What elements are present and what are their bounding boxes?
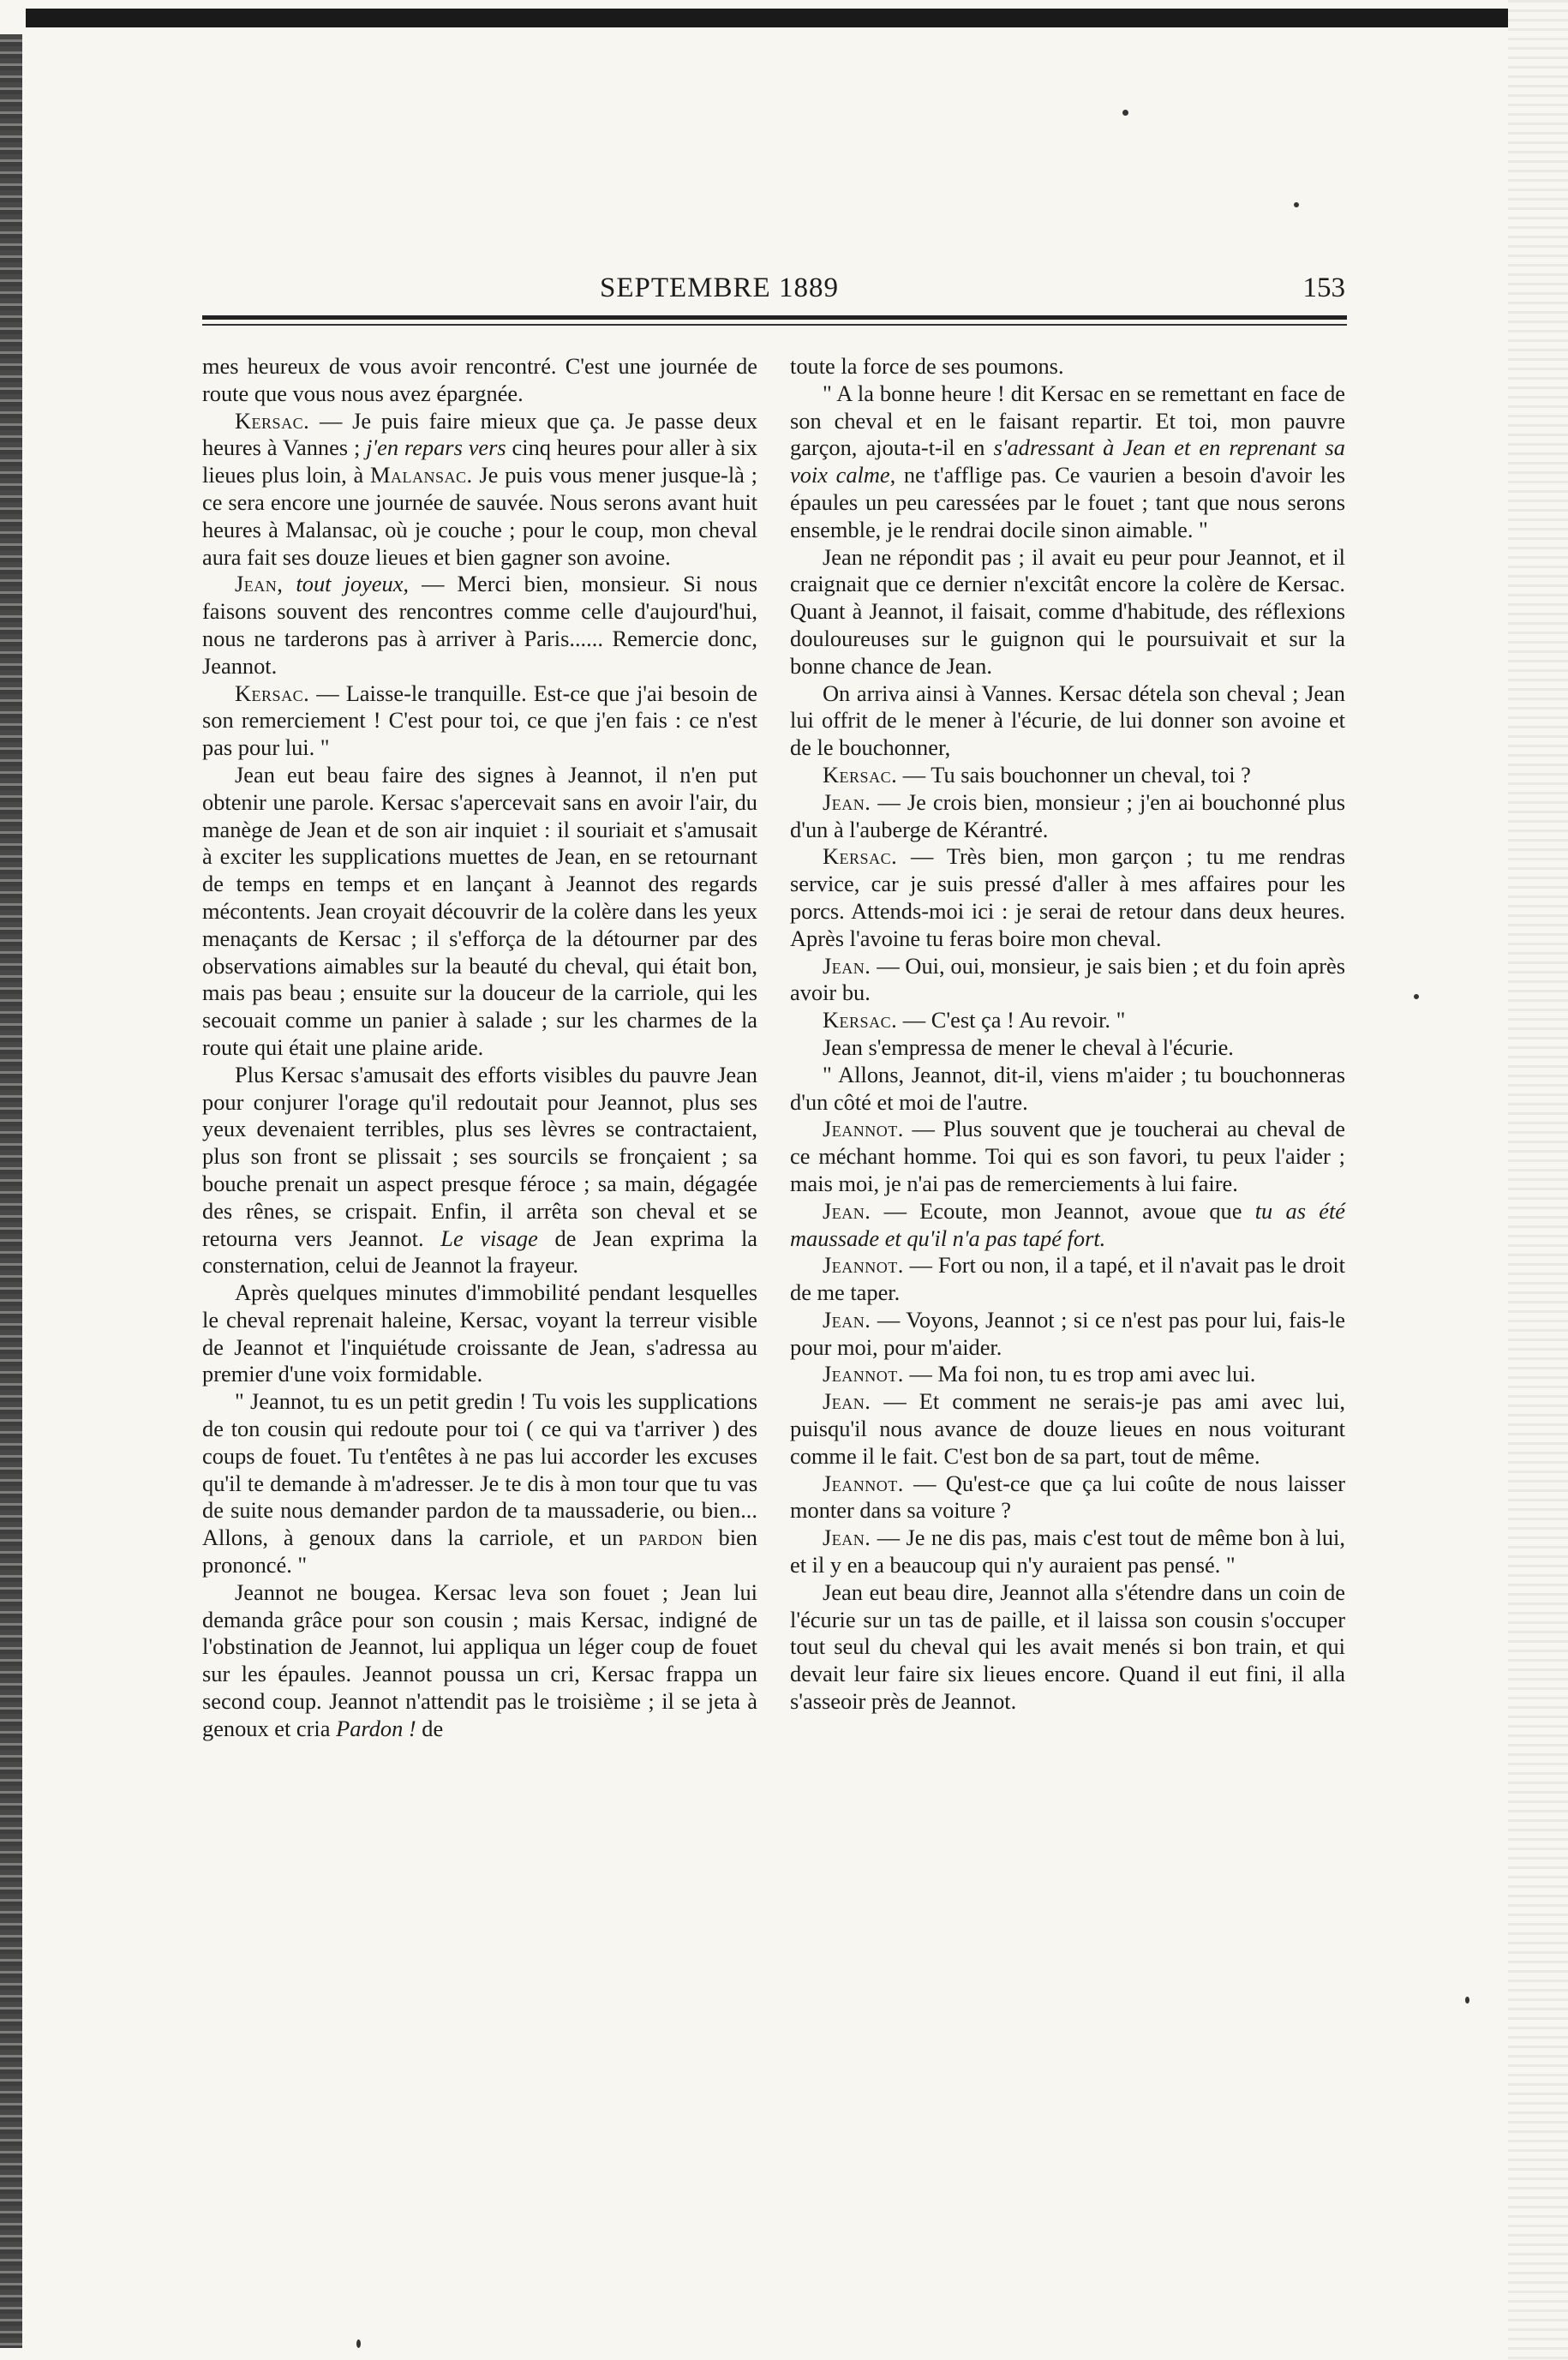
paragraph: " Allons, Jeannot, dit-il, viens m'aider ; tu bouchonneras d'un côté et moi de l'autre. xyxy=(790,1061,1345,1115)
paragraph: Jean ne répondit pas ; il avait eu peur pour Jeannot, et il craignait que ce dernier n'excitât encore la colère de Kersac. Quant à Jeannot, il faisait, comme d'habitude, des réflexions douloureuses sur le guignon qui le poursuivait et sur la bonne chance de Jean. xyxy=(790,543,1345,679)
print-speck xyxy=(1122,110,1128,116)
dialogue-jean: Jean. — Je crois bien, monsieur ; j'en ai bouchonné plus d'un à l'auberge de Kérantré. xyxy=(790,788,1345,842)
dialogue-jeannot: Jeannot. — Qu'est-ce que ça lui coûte de nous laisser monter dans sa voiture ? xyxy=(790,1470,1345,1524)
top-border-rule xyxy=(26,9,1508,27)
header-rule-thick xyxy=(202,315,1347,320)
left-column xyxy=(202,353,757,1743)
page-number: 153 xyxy=(1302,273,1345,303)
paragraph: Jean s'empressa de mener le cheval à l'écurie. xyxy=(823,1033,1234,1060)
dialogue-kersac: Kersac. — C'est ça ! Au revoir. " xyxy=(823,1007,1126,1033)
print-speck xyxy=(1294,202,1299,207)
dialogue-jean: Jean. — Oui, oui, monsieur, je sais bien ; et du foin après avoir bu. xyxy=(790,952,1345,1006)
dialogue-jeannot: Jeannot. — Ma foi non, tu es trop ami avec lui. xyxy=(823,1361,1256,1387)
running-header xyxy=(206,273,1345,314)
paragraph: " Jeannot, tu es un petit gredin ! Tu vois les supplications de ton cousin qui redoute pour toi ( ce qui va t'arriver ) des coups de fouet. Tu t'entêtes à ne pas lui accorder les excuses qu'il te demande à m'adresser. Je te dis à mon tour que tu vas de suite nous demander pardon de ta maussaderie, ou bien... Allons, à genoux dans la carriole, et un pardon bien prononcé. " xyxy=(202,1388,757,1578)
paragraph: Jeannot ne bougea. Kersac leva son fouet ; Jean lui demanda grâce pour son cousin ; mais Kersac, indigné de l'obstination de Jeannot, lui appliqua un léger coup de fouet sur les épaules. Jeannot poussa un cri, Kersac frappa un second coup. Jeannot n'attendit pas le troisième ; il se jeta à genoux et cria Pardon ! de xyxy=(202,1578,757,1741)
print-speck xyxy=(356,2339,361,2348)
right-column xyxy=(790,353,1345,1716)
dialogue-jean: Jean, tout joyeux, — Merci bien, monsieur. Si nous faisons souvent des rencontres comme celle d'aujourd'hui, nous ne tarderons pas à arriver à Paris...... Remercie donc, Jeannot. xyxy=(202,571,758,679)
page-edge-noise xyxy=(1508,0,1568,2360)
dialogue-kersac: Kersac. — Je puis faire mieux que ça. Je passe deux heures à Vannes ; j'en repars vers cinq heures pour aller à six lieues plus loin, à Malansac. Je puis vous mener jusque-là ; ce sera encore une journée de sauvée. Nous serons avant huit heures à Malansac, où je couche ; pour le coup, mon cheval aura fait ses douze lieues et bien gagner son avoine. xyxy=(202,407,757,570)
dialogue-kersac: Kersac. — Très bien, mon garçon ; tu me rendras service, car je suis pressé d'aller à mes affaires pour les porcs. Attends-moi ici : je serai de retour dans deux heures. Après l'avoine tu feras boire mon cheval. xyxy=(790,843,1345,951)
paragraph: Jean eut beau dire, Jeannot alla s'étendre dans un coin de l'écurie sur un tas de paille, et il laissa son cousin s'occuper tout seul du cheval qui les avait menés si bon train, et qui devait leur faire six lieues encore. Quand il eut fini, il alla s'asseoir près de Jeannot. xyxy=(790,1578,1345,1715)
print-speck xyxy=(1465,1997,1469,2004)
paragraph: toute la force de ses poumons. xyxy=(790,353,1064,379)
dialogue-jeannot: Jeannot. — Fort ou non, il a tapé, et il n'avait pas le droit de me taper. xyxy=(790,1252,1345,1306)
dialogue-jean: Jean. — Voyons, Jeannot ; si ce n'est pas pour lui, fais-le pour moi, pour m'aider. xyxy=(790,1306,1345,1360)
dialogue-jean: Jean. — Ecoute, mon Jeannot, avoue que tu as été maussade et qu'il n'a pas tapé fort. xyxy=(790,1197,1345,1251)
dialogue-jean: Jean. — Et comment ne serais-je pas ami avec lui, puisqu'il nous avance de douze lieues en nous voiturant comme il le fait. C'est bon de sa part, tout de même. xyxy=(790,1388,1345,1469)
dialogue-jean: Jean. — Je ne dis pas, mais c'est tout de même bon à lui, et il y en a beaucoup qui n'y auraient pas pensé. " xyxy=(790,1524,1345,1578)
page-edge-shadow xyxy=(0,34,22,2348)
paragraph: Après quelques minutes d'immobilité pendant lesquelles le cheval reprenait haleine, Kersac, voyant la terreur visible de Jeannot et l'inquiétude croissante de Jean, s'adressa au premier d'une voix formidable. xyxy=(202,1279,757,1387)
print-speck xyxy=(1414,994,1419,999)
paragraph: On arriva ainsi à Vannes. Kersac dételа son cheval ; Jean lui offrit de le mener à l'écurie, de lui donner son avoine et de le bouchonner, xyxy=(790,680,1345,761)
paragraph: Plus Kersac s'amusait des efforts visibles du pauvre Jean pour conjurer l'orage qu'il redoutait pour Jeannot, plus ses yeux devenaient terribles, plus ses lèvres se contractaient, plus son front se plissait ; ses sourcils se fronçaient ; sa bouche prenait un aspect presque féroce ; sa main, dégagée des rênes, se crispait. Enfin, il arrêta son cheval et se retourna vers Jeannot. Le visage de Jean exprima la consternation, celui de Jeannot la frayeur. xyxy=(202,1061,757,1279)
header-title: SEPTEMBRE 1889 xyxy=(600,273,839,303)
paragraph: mes heureux de vous avoir rencontré. C'est une journée de route que vous nous avez épargnée. xyxy=(202,353,757,406)
dialogue-jeannot: Jeannot. — Plus souvent que je toucherai au cheval de ce méchant homme. Toi qui es son favori, tu peux l'aider ; mais moi, je n'ai pas de remerciements à lui faire. xyxy=(790,1116,1345,1196)
paragraph: " A la bonne heure ! dit Kersac en se remettant en face de son cheval et en le faisant repartir. Et toi, mon pauvre garçon, ajouta-t-il en s'adressant à Jean et en reprenant sa voix calme, ne t'afflige pas. Ce vaurien a besoin d'avoir les épaules un peu caressées par le fouet ; tant que nous serons ensemble, je le rendrai docile sinon aimable. " xyxy=(790,380,1346,542)
header-rule-thin xyxy=(202,324,1347,326)
dialogue-kersac: Kersac. — Tu sais bouchonner un cheval, toi ? xyxy=(823,761,1251,788)
paragraph: Jean eut beau faire des signes à Jeannot, il n'en put obtenir une parole. Kersac s'apercevait sans en avoir l'air, du manège de Jean et de son air inquiet : il souriait et s'amusait à exciter les supplications muettes de Jean, en se retournant de temps en temps et en lançant à Jeannot des regards mécontents. Jean croyait découvrir de la colère dans les yeux menaçants de Kersac ; il s'efforça de la détourner par des observations aimables sur la beauté du cheval, qui était bon, mais pas beau ; ensuite sur la douceur de la carriole, qui les secouait comme un panier à salade ; sur les charmes de la route qui était une plaine aride. xyxy=(202,761,757,1060)
dialogue-kersac: Kersac. — Laisse-le tranquille. Est-ce que j'ai besoin de son remerciement ! C'est pour toi, ce que j'en fais : ce n'est pas pour lui. " xyxy=(202,680,757,761)
